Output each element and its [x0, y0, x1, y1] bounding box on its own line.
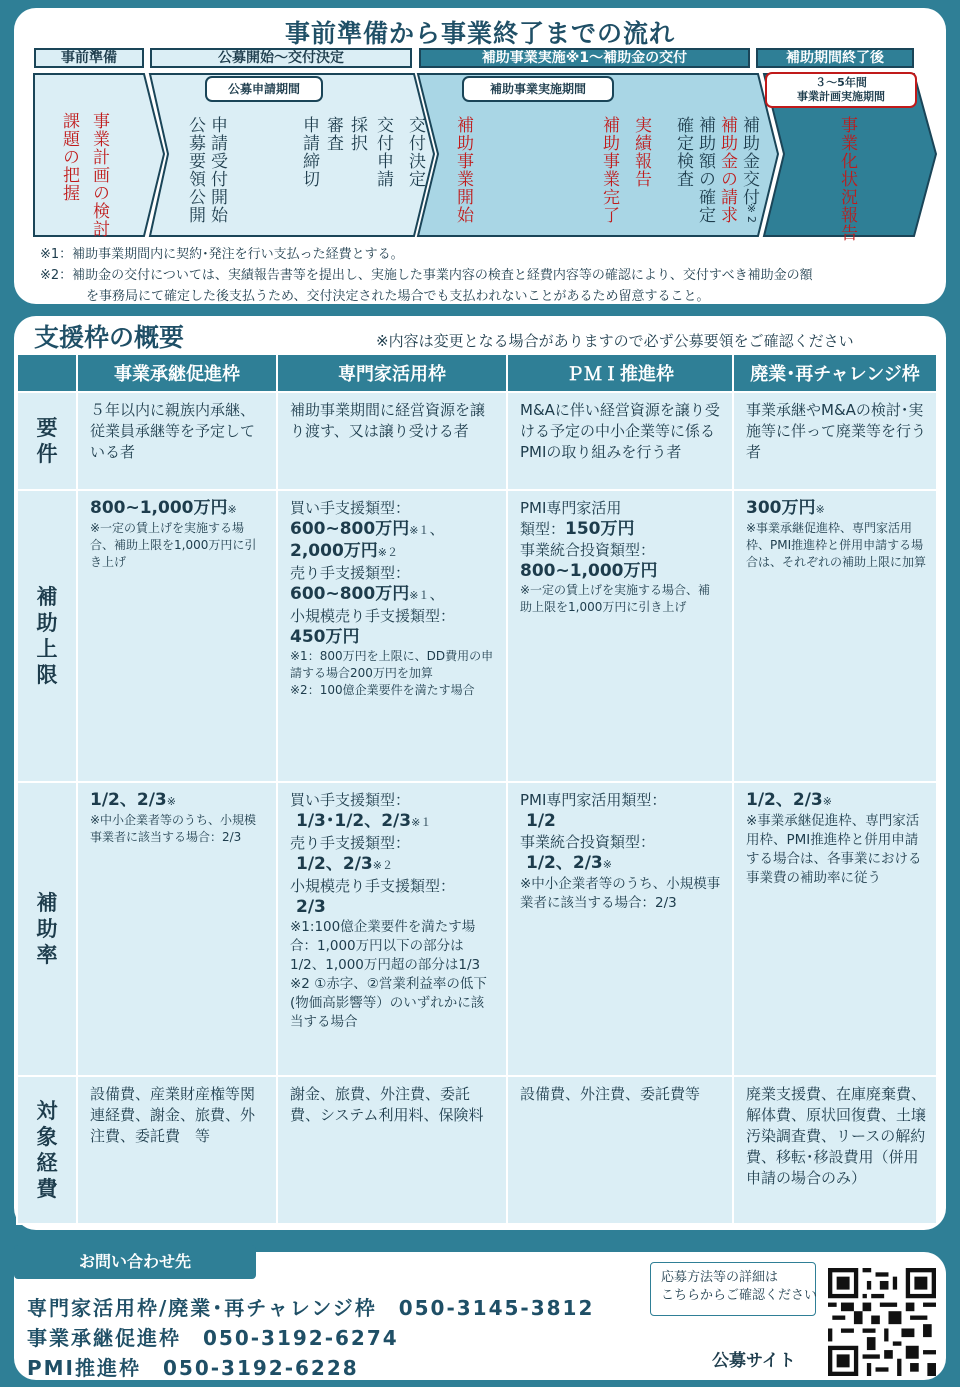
limit-expert-buy-sep: 、 [429, 520, 445, 538]
step-results-report: 実績報告 [631, 116, 651, 188]
rate-closure-mark: ※ [822, 795, 832, 808]
rate-closure-note: ※事業承継促進枠、専門家活用枠、PMI推進枠と併用申請する場合は、各事業における事業費の補助率に従う [746, 813, 922, 886]
step-subsidy-payment: 補助金交付 [739, 116, 759, 206]
step-final-inspection: 確定検査 [673, 116, 693, 188]
row-label-limit: 補助上限 [17, 490, 77, 782]
step-adoption: 採択 [347, 116, 367, 152]
limit-pmi-label1b: 類型： [520, 520, 566, 538]
details-bubble [650, 1262, 816, 1316]
limit-closure-amount: 300万円 [746, 498, 816, 518]
row-label-rate: 補助率 [17, 782, 77, 1076]
rate-pmi [507, 782, 733, 1076]
rate-expert-note1: ※1:100億企業要件を満たす場合：1,000万円以下の部分は1/2、1,000万円超の部分は1/3 [290, 919, 481, 973]
rate-expert-buy-label: 買い手支援類型： [290, 791, 411, 809]
limit-expert [277, 490, 507, 782]
contact-line-expert: 専門家活用枠/廃業･再チャレンジ枠 050-3145-3812 [27, 1296, 595, 1320]
limit-pmi-label1: PMI専門家活用 [520, 499, 622, 517]
step-amount-confirmed: 補助額の確定 [695, 116, 715, 224]
limit-pmi [507, 490, 733, 782]
step-subsidy-request: 補助金の請求 [717, 116, 737, 224]
step-application-start: 申請受付開始 [207, 116, 227, 224]
limit-expert-buy-mark2: ※２ [377, 546, 398, 559]
limit-expert-sell-label: 売り手支援類型： [290, 564, 411, 582]
rate-expert-sell-value: 1/2、2/3 [296, 854, 373, 874]
overview-note: ※内容は変更となる場合がありますので必ず公募要領をご確認ください [376, 332, 854, 350]
col-expert: 専門家活用枠 [277, 354, 507, 392]
limit-expert-note2: ※2：100億企業要件を満たす場合 [290, 683, 475, 697]
rate-expert-sell-mark: ※２ [372, 859, 393, 872]
rate-closure-value: 1/2、2/3 [746, 790, 823, 810]
req-succession: ５年以内に親族内承継、従業員承継等を予定している者 [77, 392, 277, 490]
step-grant-decision: 交付決定 [405, 116, 425, 188]
pill-plan-period [765, 72, 917, 108]
limit-closure-mark: ※ [815, 503, 825, 516]
col-succession: 事業承継促進枠 [77, 354, 277, 392]
rate-succession-mark: ※ [166, 795, 176, 808]
rate-expert-note2: ※2 ①赤字、②営業利益率の低下(物価高影響等）のいずれかに該当する場合 [290, 976, 487, 1030]
rate-pmi-note: ※中小企業者等のうち、小規模事業者に該当する場合：2/3 [520, 876, 721, 911]
contact-tab: お問い合わせ先 [14, 1245, 256, 1279]
step-project-start: 補助事業開始 [453, 116, 473, 224]
limit-expert-sell-sep: 、 [429, 585, 445, 603]
rate-expert-buy-value: 1/3･1/2、2/3 [296, 811, 412, 831]
col-pmi: ＰＭＩ推進枠 [507, 354, 733, 392]
flow-note-1: ※1：補助事業期間内に契約･発注を行い支払った経費とする。 [40, 247, 404, 262]
rate-pmi-label2: 事業統合投資類型： [520, 833, 656, 851]
limit-expert-buy-amount1: 600~800万円 [290, 519, 410, 539]
limit-expert-buy-label: 買い手支援類型： [290, 499, 411, 517]
table-corner [17, 354, 77, 392]
details-bubble-line2: こちらからご確認ください [661, 1288, 818, 1303]
qr-code-icon[interactable] [828, 1268, 936, 1376]
limit-succession-mark: ※ [227, 503, 237, 516]
limit-expert-small-label: 小規模売り手支援類型： [290, 607, 456, 625]
limit-closure-note: ※事業承継促進枠、専門家活用枠、PMI推進枠と併用申請する場合は、それぞれの補助上限に加算 [746, 521, 927, 569]
step-plan-review: 事業計画の検討 [89, 112, 109, 238]
rate-succession [77, 782, 277, 1076]
limit-expert-buy-amount2: 2,000万円 [290, 541, 378, 561]
rate-pmi-value2: 1/2、2/3 [526, 853, 603, 873]
req-pmi: M&Aに伴い経営資源を譲り受ける予定の中小企業等に係るPMIの取り組みを行う者 [507, 392, 733, 490]
phase-implementation: 補助事業実施※1～補助金の交付 [419, 48, 750, 68]
step-project-complete: 補助事業完了 [599, 116, 619, 224]
step-deadline: 申請締切 [299, 116, 319, 188]
cost-closure: 廃業支援費、在庫廃棄費、解体費、原状回復費、土壌汚染調査費、リースの解約費、移転･移設費用（併用申請の場合のみ） [733, 1076, 937, 1224]
limit-succession-note: ※一定の賃上げを実施する場合、補助上限を1,000万円に引き上げ [90, 521, 257, 569]
step-review: 審査 [323, 116, 343, 152]
step-guidelines-published: 公募要領公開 [185, 116, 205, 224]
step-status-report: 事業化状況報告 [837, 116, 857, 242]
flow-title: 事前準備から事業終了までの流れ [284, 19, 675, 48]
limit-pmi-amount2: 800~1,000万円 [520, 561, 658, 581]
rate-pmi-label1: PMI専門家活用類型： [520, 791, 667, 809]
col-closure: 廃業･再チャレンジ枠 [733, 354, 937, 392]
limit-expert-sell-mark: ※１ [409, 589, 430, 602]
rate-expert-buy-mark: ※１ [411, 816, 432, 829]
rate-expert [277, 782, 507, 1076]
step-subsidy-payment-note: ※2 [745, 202, 758, 224]
flow-note-2a: ※2：補助金の交付については、実績報告書等を提出し、実施した事業内容の検査と経費内容等の確認により、交付すべき補助金の額 [40, 268, 813, 283]
req-expert: 補助事業期間に経営資源を譲り渡す、又は譲り受ける者 [277, 392, 507, 490]
phase-prep: 事前準備 [34, 48, 144, 68]
step-issue-grasp: 課題の把握 [59, 112, 79, 202]
flow-note-2b: を事務局にて確定した後支払うため、交付決定された場合でも支払われないことがあるため留意すること。 [86, 289, 710, 304]
overview-title: 支援枠の概要 [34, 323, 185, 352]
row-label-cost: 対象経費 [17, 1076, 77, 1224]
pill-plan-label: 事業計画実施期間 [797, 90, 885, 103]
rate-closure [733, 782, 937, 1076]
step-grant-application: 交付申請 [373, 116, 393, 188]
contact-line-pmi: PMI推進枠 050-3192-6228 [27, 1356, 359, 1380]
public-site-label: 公募サイト [712, 1351, 796, 1371]
limit-pmi-label2: 事業統合投資類型： [520, 541, 656, 559]
rate-expert-sell-label: 売り手支援類型： [290, 834, 411, 852]
rate-succession-note: ※中小企業者等のうち、小規模事業者に該当する場合：2/3 [90, 813, 257, 844]
contact-line-succession: 事業承継促進枠 050-3192-6274 [27, 1326, 399, 1350]
rate-expert-small-label: 小規模売り手支援類型： [290, 877, 456, 895]
limit-pmi-amount1: 150万円 [565, 519, 635, 539]
phase-after: 補助期間終了後 [756, 48, 914, 68]
rate-pmi-value1: 1/2 [526, 811, 556, 831]
rate-expert-small-value: 2/3 [296, 897, 326, 917]
pill-implementation-period: 補助事業実施期間 [462, 76, 614, 102]
limit-succession-amount: 800~1,000万円 [90, 498, 228, 518]
pill-application-period: 公募申請期間 [205, 76, 323, 102]
limit-expert-note1: ※1：800万円を上限に、DD費用の申請する場合200万円を加算 [290, 649, 494, 680]
phase-public: 公募開始～交付決定 [150, 48, 412, 68]
cost-succession: 設備費、産業財産権等関連経費、謝金、旅費、外注費、委託費 等 [77, 1076, 277, 1224]
limit-expert-buy-mark1: ※１ [409, 524, 430, 537]
req-closure: 事業承継やM&Aの検討･実施等に伴って廃業等を行う者 [733, 392, 937, 490]
cost-pmi: 設備費、外注費、委託費等 [507, 1076, 733, 1224]
pill-plan-years: ３～5年間 [815, 76, 867, 89]
limit-succession [77, 490, 277, 782]
row-label-requirement: 要件 [17, 392, 77, 490]
rate-succession-value: 1/2、2/3 [90, 790, 167, 810]
limit-expert-small-amount: 450万円 [290, 627, 360, 647]
cost-expert: 謝金、旅費、外注費、委託費、システム利用料、保険料 [277, 1076, 507, 1224]
limit-closure [733, 490, 937, 782]
limit-pmi-note: ※一定の賃上げを実施する場合、補助上限を1,000万円に引き上げ [520, 583, 711, 614]
support-table [16, 353, 938, 1225]
details-bubble-line1: 応募方法等の詳細は [661, 1270, 779, 1285]
limit-expert-sell-amount: 600~800万円 [290, 584, 410, 604]
rate-pmi-mark2: ※ [602, 858, 612, 871]
